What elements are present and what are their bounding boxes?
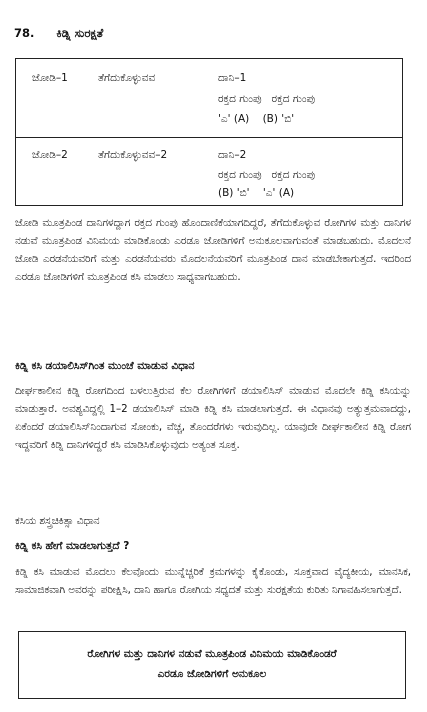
- paragraph: [15, 214, 411, 286]
- blood-group-values: (B) 'ಬಿ' 'ಎ' (A): [218, 187, 295, 199]
- paragraph-text: ಜೋಡಿ ಮೂತ್ರಪಿಂಡ ದಾನಿಗಳದ್ದಾಗ ರಕ್ತದ ಗುಂಪು ಹೊಂದಾಣಿಕೆಯಾಗದಿದ್ದರೆ, ತೆಗೆದುಕೊಳ್ಳುವ ರೋಗಿಗಳ ಮತ್ತು ದಾನಿಗಳ ನಡುವೆ ಮೂತ್ರಪಿಂಡ ವಿನಿಮಯ ಮಾಡಿಕೊಂಡು ಎರಡೂ ಜೋಡಿಗಳಿಗೆ ಅನುಕೂಲವಾಗುವಂತೆ ಮಾಡಬಹುದು. ಮೊದಲನೆ ಜೋಡಿ ಎರಡನೆಯವರಿಗೆ ಮತ್ತು ಎರಡನೆಯವರು ಮೊದಲನೆಯವರಿಗೆ ಮೂತ್ರಪಿಂಡ ದಾನ ಮಾಡಬೇಕಾಗುತ್ತದೆ. ಇದರಿಂದ ಎರಡೂ ಜೋಡಿಗಳಿಗೆ ಮೂತ್ರಪಿಂಡ ಕಸಿ ಮಾಡಲು ಸಾಧ್ಯವಾಗಬಹುದು.: [15, 217, 411, 283]
- pair-label: ಜೋಡಿ–2: [32, 149, 68, 161]
- paragraph-text: ದೀರ್ಘಕಾಲೀನ ಕಿಡ್ನಿ ರೋಗದಿಂದ ಬಳಲುತ್ತಿರುವ ಕೆಲ ರೋಗಿಗಳಿಗೆ ಡಯಾಲಿಸಿಸ್ ಮಾಡುವ ಮೊದಲೇ ಕಿಡ್ನಿ ಕಸಿಯನ್ನು ಮಾಡುತ್ತಾರೆ. ಅವಶ್ಯವಿದ್ದಲ್ಲಿ 1–2 ಡಯಾಲಿಸಿಸ್ ಮಾಡಿ ಕಿಡ್ನಿ ಕಸಿ ಮಾಡಲಾಗುತ್ತದೆ. ಈ ವಿಧಾನವು ಅತ್ಯುತ್ತಮವಾದದ್ದು, ಏಕೆಂದರೆ ಡಯಾಲಿಸಿಸ್‌ನಿಂದಾಗುವ ಸೋಂಕು, ವೆಚ್ಚ, ತೊಂದರೆಗಳು ಇರುವುದಿಲ್ಲ. ಯಾವುದೇ ದೀರ್ಘಕಾಲೀನ ಕಿಡ್ನಿ ರೋಗ ಇದ್ದವರಿಗೆ ಕಿಡ್ನಿ ದಾನಿಗಳಿದ್ದರೆ ಕಸಿ ಮಾಡಿಸಿಕೊಳ್ಳುವುದು ಅತ್ಯಂತ ಸೂಕ್ತ.: [15, 385, 411, 451]
- callout-line: ರೋಗಿಗಳ ಮತ್ತು ದಾನಿಗಳ ನಡುವೆ ಮೂತ್ರಪಿಂಡ ವಿನಿಮಯ ಮಾಡಿಕೊಂಡರೆ: [87, 648, 337, 660]
- paragraph: [15, 563, 411, 599]
- paragraph-text: ಕಿಡ್ನಿ ಕಸಿ ಮಾಡುವ ಮೊದಲು ಕೆಲವೊಂದು ಮುನ್ನೆಚ್ಚರಿಕೆ ಕ್ರಮಗಳನ್ನು ಕೈಕೊಂಡು, ಸೂಕ್ತವಾದ ವೈದ್ಯಕೀಯ, ಮಾನಸಿಕ, ಸಾಮಾಜಿಕವಾಗಿ ಅವರನ್ನು ಪರೀಕ್ಷಿಸಿ, ದಾನಿ ಹಾಗೂ ರೋಗಿಯ ಸಧ್ಯದತೆ ಮತ್ತು ಸುರಕ್ಷತೆಯ ಕುರಿತು ನಿಗಾವಹಿಸಲಾಗುತ್ತದೆ.: [15, 566, 411, 596]
- recipient-label: ತೆಗೆದುಕೊಳ್ಳುವವ: [98, 72, 156, 84]
- blood-group-values: 'ಎ' (A) (B) 'ಬಿ': [218, 113, 295, 125]
- section-heading: [14, 26, 103, 41]
- donor-label: ದಾನಿ–2: [218, 149, 247, 161]
- section-number: 78.: [14, 26, 35, 40]
- caption-text: ಕಸಿಯ ಶಸ್ತ್ರಚಿಕಿತ್ಸಾ ವಿಧಾನ: [15, 515, 100, 527]
- paragraph: [15, 382, 411, 454]
- subheading: ಕಿಡ್ನಿ ಕಸಿ ಹೇಗೆ ಮಾಡಲಾಗುತ್ತದೆ ?: [15, 540, 130, 552]
- caption-line: [15, 512, 411, 530]
- blood-group-labels: ರಕ್ತದ ಗುಂಪು ರಕ್ತದ ಗುಂಪು: [218, 169, 316, 181]
- blood-group-labels: ರಕ್ತದ ಗುಂಪು ರಕ್ತದ ಗುಂಪು: [218, 93, 316, 105]
- row-divider: [16, 137, 402, 138]
- callout-line: ಎರಡೂ ಜೋಡಿಗಳಿಗೆ ಅನುಕೂಲ: [157, 668, 267, 680]
- recipient-label: ತೆಗೆದುಕೊಳ್ಳುವವ–2: [98, 149, 168, 161]
- callout-box: [18, 631, 406, 699]
- donor-label: ದಾನಿ–1: [218, 72, 247, 84]
- donor-pair-table: [15, 58, 403, 206]
- section-title: ಕಿಡ್ನಿ ಸುರಕ್ಷತೆ: [56, 26, 104, 40]
- pair-label: ಜೋಡಿ–1: [32, 72, 68, 84]
- subheading: ಕಿಡ್ನಿ ಕಸಿ ಡಯಾಲಿಸಿಸ್‌ಗಿಂತ ಮುಂಚೆ ಮಾಡುವ ವಿಧಾನ: [15, 360, 195, 372]
